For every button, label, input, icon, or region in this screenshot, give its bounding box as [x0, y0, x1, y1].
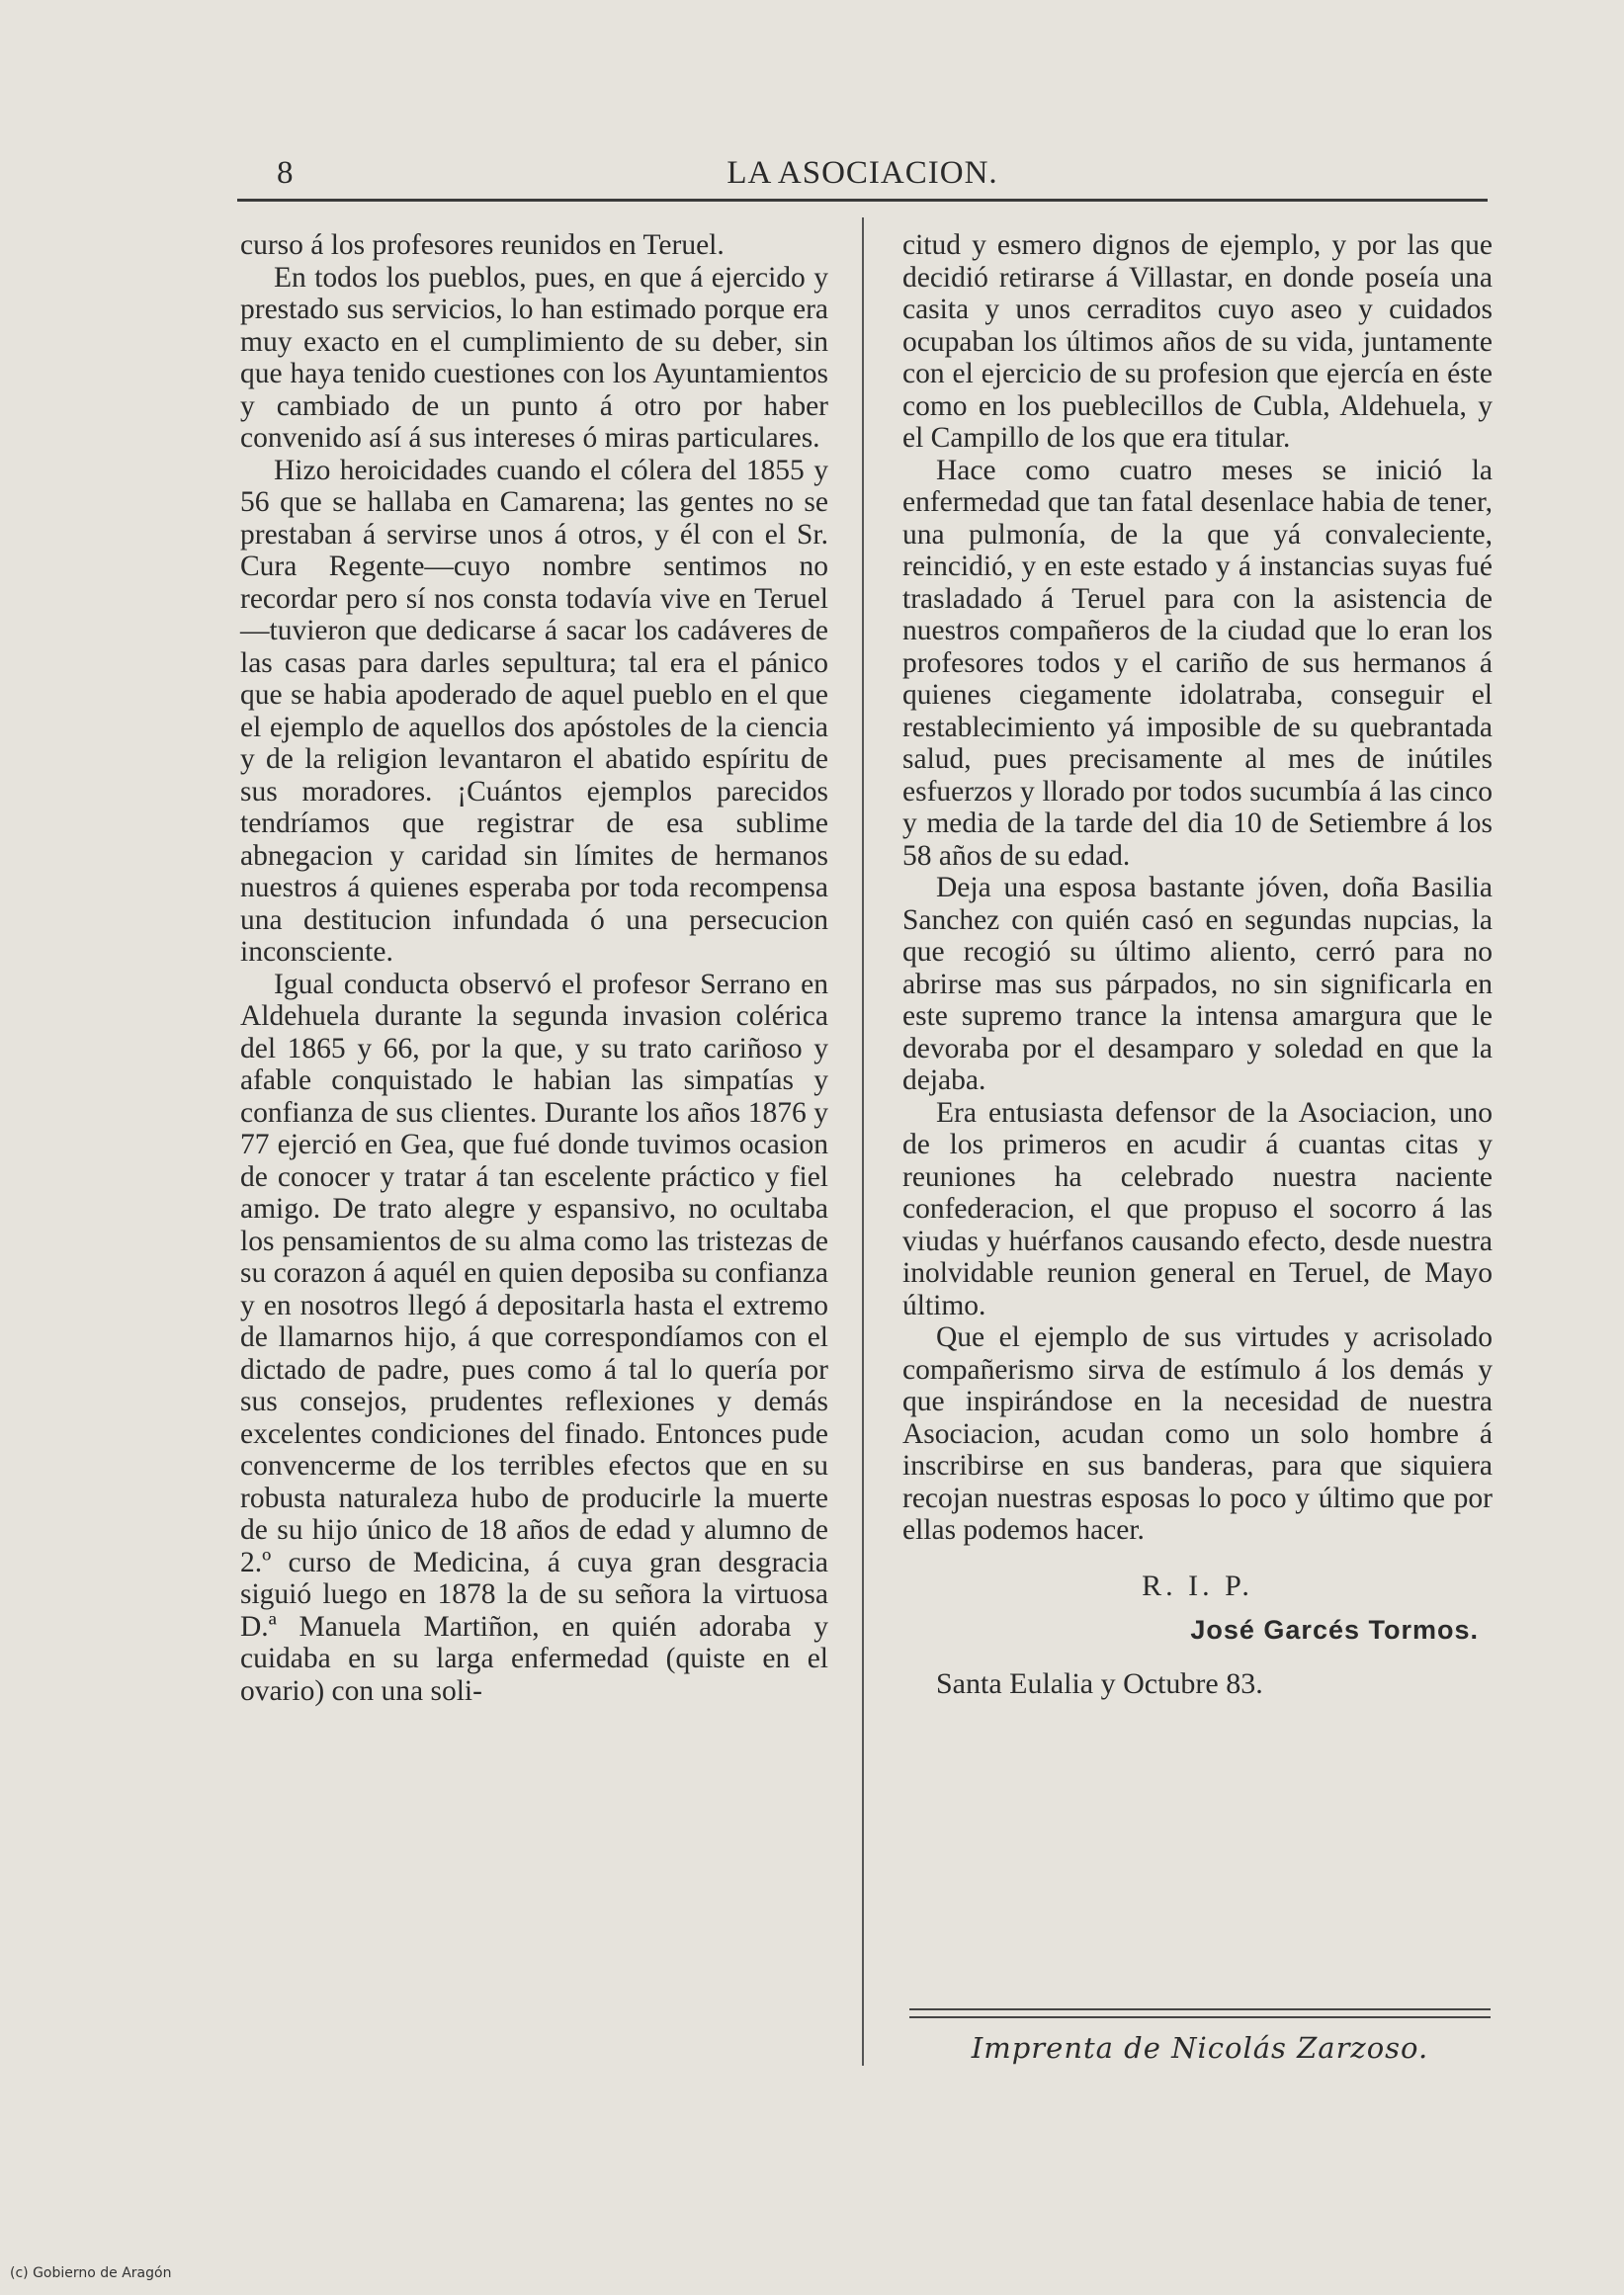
- paragraph: Hizo heroicidades cuando el cólera del 1855 y 56 que se hallaba en Camarena; las gentes no se prestaban á servirse unos á otros, y él con el Sr. Cura Regente—cuyo nombre sentimos no recordar pero sí nos consta todavía vive en Teruel—tuvieron que dedicarse á sacar los cadáveres de las casas para darles sepultura; tal era el pánico que se habia apoderado de aquel pueblo en el que el ejemplo de aquellos dos apóstoles de la ciencia y de la religion levantaron el abatido espíritu de sus moradores. ¡Cuántos ejemplos parecidos tendríamos que registrar de esa sublime abnegacion y caridad sin límites de hermanos nuestros á quienes esperaba por toda recompensa una destitucion infundada ó una persecucion inconsciente.: [240, 454, 828, 968]
- rip-line: R. I. P.: [1142, 1569, 1253, 1602]
- column-divider: [862, 217, 864, 2066]
- place-date: Santa Eulalia y Octubre 83.: [936, 1666, 1263, 1700]
- paragraph: Era entusiasta defensor de la Asociacion, uno de los primeros en acudir á cuantas citas y reuniones ha celebrado nuestra naciente confederacion, el que propuso el socorro á las viudas y huérfanos causando efecto, desde nuestra inolvidable reunion general en Teruel, de Mayo último.: [902, 1096, 1493, 1321]
- printer-imprint: Imprenta de Nicolás Zarzoso.: [971, 2031, 1429, 2065]
- publication-title: LA ASOCIACION.: [727, 155, 998, 191]
- paragraph: citud y esmero dignos de ejemplo, y por las que decidió retirarse á Villastar, en donde poseía una casita y unos cerraditos cuyo aseo y cuidados ocupaban los últimos años de su vida, juntamente con el ejercicio de su profesion que ejercía en éste como en los pueblecillos de Cubla, Aldehuela, y el Campillo de los que era titular.: [902, 229, 1493, 454]
- paragraph: curso á los profesores reunidos en Teruel.: [240, 229, 725, 261]
- paragraph: Igual conducta observó el profesor Serrano en Aldehuela durante la segunda invasion colérica del 1865 y 66, por la que, y su trato cariñoso y afable conquistado le habian las simpatías y confianza de sus clientes. Durante los años 1876 y 77 ejerció en Gea, que fué donde tuvimos ocasion de conocer y tratar á tan escelente práctico y fiel amigo. De trato alegre y espansivo, no ocultaba los pensamientos de su alma como las tristezas de su corazon á aquél en quien deposiba su confianza y en nosotros llegó á depositarla hasta el extremo de llamarnos hijo, á que correspondíamos con el dictado de padre, pues como á tal lo quería por sus consejos, prudentes reflexiones y demás excelentes condiciones del finado. Entonces pude convencerme de los terribles efectos que en su robusta naturaleza hubo de producirle la muerte de su hijo único de 18 años de edad y alumno de 2.º curso de Medicina, á cuya gran desgracia siguió luego en 1878 la de su señora la virtuosa D.ª Manuela Martiñon, en quién adoraba y cuidaba en su larga enfermedad (quiste en el ovario) con una soli-: [240, 968, 828, 1707]
- paragraph: En todos los pueblos, pues, en que á ejercido y prestado sus servicios, lo han estimado porque era muy exacto en el cumplimiento de su deber, sin que haya tenido cuestiones con los Ayuntamientos y cambiado de un punto á otro por haber convenido así á sus intereses ó miras particulares.: [240, 261, 828, 454]
- page-header: [237, 153, 1488, 202]
- author-signature: José Garcés Tormos.: [1190, 1615, 1479, 1645]
- paragraph: Hace como cuatro meses se inició la enfermedad que tan fatal desenlace habia de tener, una pulmonía, de la que yá convaleciente, reincidió, y en este estado y á instancias suyas fué trasladado á Teruel para con la asistencia de nuestros compañeros de la ciudad que lo eran los profesores todos y el cariño de sus hermanos á quienes ciegamente idolatraba, conseguir el restablecimiento yá imposible de su quebrantada salud, pues precisamente al mes de inútiles esfuerzos y llorado por todos sucumbía á las cinco y media de la tarde del dia 10 de Setiembre á los 58 años de su edad.: [902, 454, 1493, 872]
- right-column: [902, 229, 1493, 1700]
- left-column: [240, 229, 828, 1707]
- paragraph: Deja una esposa bastante jóven, doña Basilia Sanchez con quién casó en segundas nupcias, la que recogió su último aliento, cerró para no abrirse mas sus párpados, no sin significarla en este supremo trance la intensa amargura que le devoraba por el desamparo y soledad en que la dejaba.: [902, 872, 1493, 1096]
- paragraph: Que el ejemplo de sus virtudes y acrisolado compañerismo sirva de estímulo á los demás y que inspirándose en la necesidad de nuestra Asociacion, acudan como un solo hombre á inscribirse en sus banderas, para que siquiera recojan nuestras esposas lo poco y último que por ellas podemos hacer.: [902, 1321, 1493, 1546]
- page-number: 8: [277, 155, 294, 191]
- footer-divider: [909, 2008, 1491, 2018]
- copyright-notice: (c) Gobierno de Aragón: [10, 2265, 172, 2281]
